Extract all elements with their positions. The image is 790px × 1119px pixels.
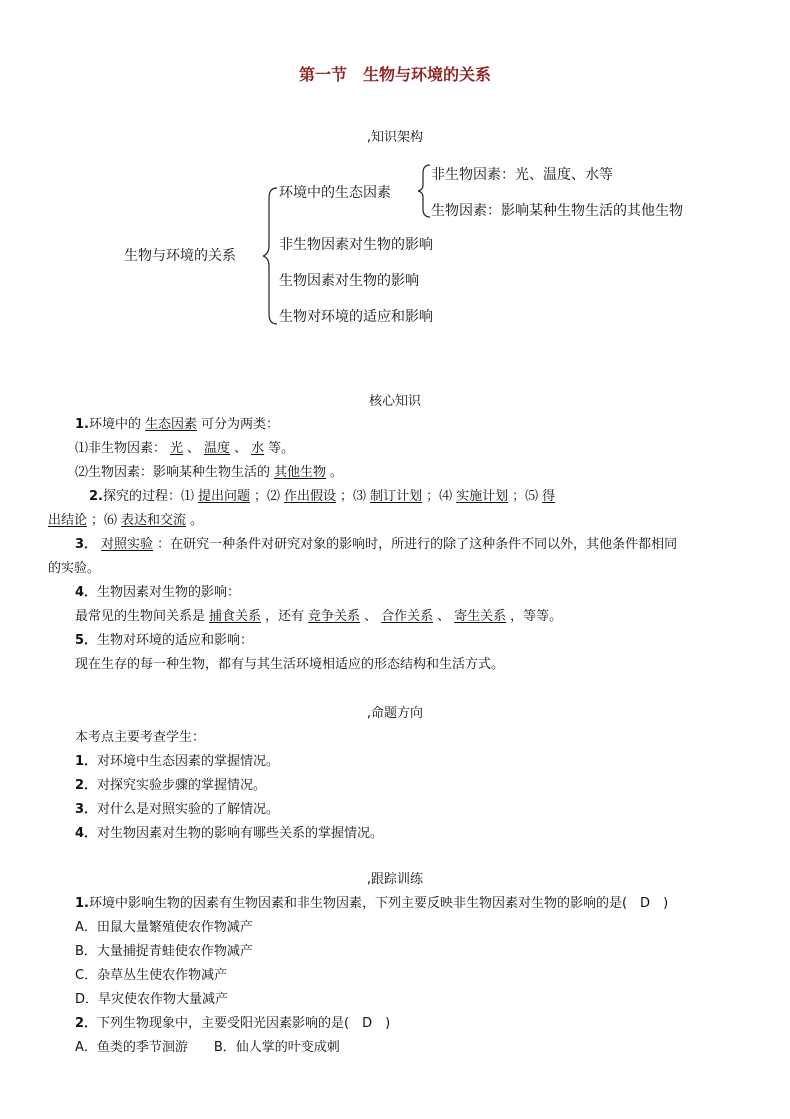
core-line-7: 的实验。 [48,561,101,576]
core-line-4: 2.探究的过程：⑴ 提出问题 ；⑵ 作出假设 ；⑶ 制订计划 ；⑷ 实施计划 ；⑸ 得 [89,485,559,504]
tree-root: 生物与环境的关系 [124,248,236,264]
core-line-6: 3． 对照实验 ：在研究一种条件对研究对象的影响时，所进行的除了这种条件不同以外，其他条件都相同 [75,537,678,552]
option: A．鱼类的季节洄游 B．仙人掌的叶变成刺 [75,1040,340,1055]
answer-blank: 水 [251,441,265,456]
core-line-10: 5．生物对环境的适应和影响： [75,633,254,648]
direction-item: 1．对环境中生态因素的掌握情况。 [75,754,280,769]
framework-heading: ,知识架构 [366,130,424,145]
question-2: 2．下列生物现象中，主要受阳光因素影响的是( D ) [75,1016,391,1031]
answer-blank: 寄生关系 [454,609,507,624]
answer-blank: 捕食关系 [209,609,262,624]
factor-brace [418,163,432,219]
tree-leaf-abiotic: 非生物因素：光、温度、水等 [431,167,613,183]
root-brace [263,186,279,326]
answer-blank: 提出问题 [198,489,251,504]
tree-leaf-biotic: 生物因素：影响某种生物生活的其他生物 [431,203,683,219]
answer-blank: 得 [542,489,556,504]
answer-blank: 表达和交流 [121,513,187,528]
direction-intro: 本考点主要考查学生： [75,730,206,745]
tree-branch-adaptation: 生物对环境的适应和影响 [279,309,433,325]
core-line-3: ⑵生物因素：影响某种生物生活的 其他生物 。 [75,465,344,480]
direction-item: 4．对生物因素对生物的影响有哪些关系的掌握情况。 [75,826,384,841]
direction-item: 2．对探究实验步骤的掌握情况。 [75,778,267,793]
tree-branch-abiotic-effect: 非生物因素对生物的影响 [279,237,433,253]
core-line-2: ⑴非生物因素： 光 、 温度 、 水 等。 [75,441,295,456]
answer-blank: 温度 [204,441,231,456]
core-line-11: 现在生存的每一种生物，都有与其生活环境相适应的形态结构和生活方式。 [75,657,505,672]
core-line-9: 最常见的生物间关系是 捕食关系 ，还有 竞争关系 、 合作关系 、 寄生关系 ，等等。 [75,609,563,624]
training-heading: ,跟踪训练 [366,872,424,887]
option: D．旱灾使农作物大量减产 [75,992,229,1007]
tree-branch-biotic-effect: 生物因素对生物的影响 [279,273,419,289]
answer-blank: 作出假设 [284,489,337,504]
answer-blank: 合作关系 [381,609,434,624]
question-1: 1.环境中影响生物的因素有生物因素和非生物因素，下列主要反映非生物因素对生物的影响的是( D ) [75,896,669,911]
answer-blank: 光 [170,441,184,456]
direction-item: 3．对什么是对照实验的了解情况。 [75,802,280,817]
answer-blank: 出结论 [48,513,88,528]
page-title: 第一节 生物与环境的关系 [298,65,491,84]
answer-blank: 对照实验 [101,537,154,552]
answer-blank: 实施计划 [456,489,509,504]
answer-blank: 竞争关系 [308,609,361,624]
option: A．田鼠大量繁殖使农作物减产 [75,920,253,935]
answer-blank: 制订计划 [370,489,423,504]
option: B．大量捕捉青蛙使农作物减产 [75,944,253,959]
tree-branch-ecological-factors: 环境中的生态因素 [279,185,391,201]
answer-blank: 生态因素 [145,417,198,432]
core-line-5: 出结论 ；⑹ 表达和交流 。 [48,513,204,528]
core-heading: 核心知识 [368,394,421,409]
core-line-8: 4．生物因素对生物的影响： [75,585,241,600]
direction-heading: ,命题方向 [366,706,424,721]
option: C．杂草丛生使农作物减产 [75,968,228,983]
core-line-1: 1.环境中的 生态因素 可分为两类： [75,417,280,432]
answer-blank: 其他生物 [274,465,327,480]
